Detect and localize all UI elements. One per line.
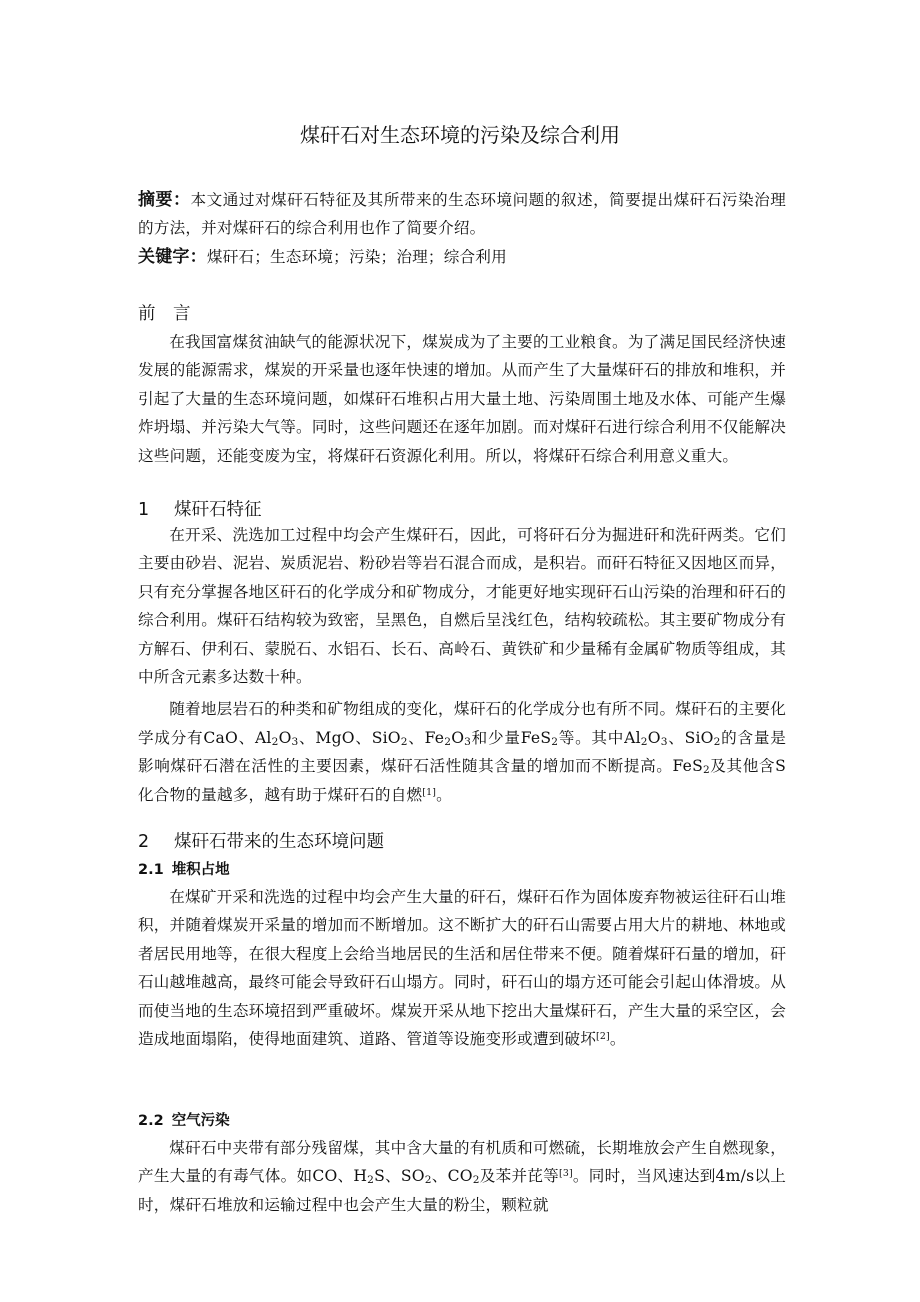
subsection-2-1-heading	[138, 858, 786, 882]
formula-fes2: FeS$_2$	[520, 728, 559, 748]
text-run: 。同时，当风速达到	[572, 1167, 716, 1186]
reference-1[interactable]: [1]	[422, 786, 437, 798]
text-run: 随着地层岩石的种类和矿物组成的变化，煤矸石的化学成分也有所不同。煤矸石的主要化学成分有	[138, 700, 786, 747]
text-run: 及苯并芘等	[479, 1167, 560, 1186]
section-2-number: 2	[138, 832, 150, 852]
keywords-paragraph	[138, 243, 786, 271]
formula-co2: $CO_2$	[447, 1167, 480, 1187]
section-1-paragraph-1: 在开采、洗选加工过程中均会产生煤矸石，因此，可将矸石分为掘进矸和洗矸两类。它们主要由砂岩、泥岩、炭质泥岩、粉砂岩等岩石混合而成，是积岩。而矸石特征又因地区而异，只有充分掌握各地区矸石的化学成分和矿物成分，才能更好地实现矸石山污染的治理和矸石的综合利用。煤矸石结构较为致密，呈黑色，自燃后呈浅红色，结构较疏松。其主要矿物成分有方解石、伊利石、蒙脱石、水铝石、长石、高岭石、黄铁矿和少量稀有金属矿物质等组成，其中所含元素多达数十种。	[138, 526, 786, 687]
section-2-title: 煤矸石带来的生态环境问题	[174, 832, 384, 852]
text-run: 、	[238, 728, 255, 747]
subsection-2-2-body	[138, 1134, 786, 1219]
text-run: 。	[436, 785, 452, 804]
paper-title: 煤矸石对生态环境的污染及综合利用	[300, 123, 620, 147]
element-s: S	[775, 757, 786, 776]
subsection-2-1-title: 堆积占地	[171, 862, 230, 878]
subsection-2-1-paragraph	[138, 883, 786, 1053]
section-1-number: 1	[138, 500, 150, 520]
formula-sio2: SiO$_2$	[684, 728, 721, 748]
reference-2[interactable]: [2]	[596, 1030, 610, 1042]
subsection-2-1-body	[138, 883, 786, 1053]
formula-al2o3: $Al_2O_3$	[624, 728, 668, 748]
formula-so2: $SO_2$	[400, 1167, 432, 1187]
formula-cao: CaO	[203, 728, 239, 747]
subsection-2-1-number: 2.1	[138, 862, 164, 878]
section-1-body	[138, 521, 786, 809]
text-run: 等。其中	[558, 728, 625, 747]
abstract-text: 本文通过对煤矸石特征及其所带来的生态环境问题的叙述，简要提出煤矸石污染治理的方法，并对煤矸石的综合利用也作了简要介绍。	[138, 191, 786, 238]
text-run: 及其他含	[709, 757, 776, 776]
formula-al2o3: $Al_2O_3$	[254, 728, 299, 748]
section-1-title: 煤矸石特征	[174, 500, 262, 520]
text-run: 、	[431, 1167, 448, 1186]
text-run: 的含量是影响煤矸石潜在活性的主要因素，煤矸石活性随其含量的增加而不断提高。	[138, 728, 787, 776]
formula-fes2: FeS$_2$	[672, 757, 710, 777]
preface-paragraph: 在我国富煤贫油缺气的能源状况下，煤炭成为了主要的工业粮食。为了满足国民经济快速发展的能源需求，煤炭的开采量也逐年快速的增加。从而产生了大量煤矸石的排放和堆积，并引起了大量的生态环境问题，如煤矸石堆积占用大量土地、污染周围土地及水体、可能产生爆炸坍塌、并污染大气等。同时，这些问题还在逐年加剧。而对煤矸石进行综合利用不仅能解决这些问题，还能变废为宝，将煤矸石资源化利用。所以，将煤矸石综合利用意义重大。	[138, 333, 786, 465]
text-run: 在煤矿开采和洗选的过程中均会产生大量的矸石，煤矸石作为固体废弃物被运往矸石山堆积，并随着煤炭开采量的增加而不断增加。这不断扩大的矸石山需要占用大片的耕地、林地或者居民用地等，在很大程度上会给当地居民的生活和居住带来不便。随着煤矸石量的增加，矸石山越堆越高，最终可能会导致矸石山塌方。同时，矸石山的塌方还可能会引起山体滑坡。从而使当地的生态环境招到严重破坏。煤炭开采从地下挖出大量煤矸石，产生大量的采空区，会造成地面塌陷，使得地面建筑、道路、管道等设施变形或遭到破坏	[138, 888, 786, 1049]
text-run: 。	[609, 1030, 626, 1049]
abstract-label: 摘要：	[138, 190, 191, 210]
subsection-2-2-paragraph	[138, 1134, 786, 1219]
text-run: 化合物的量越多，越有助于煤矸石的自燃	[138, 785, 423, 804]
section-2-heading	[138, 828, 786, 856]
formula-co: CO	[312, 1167, 338, 1186]
keywords-label: 关键字：	[138, 246, 207, 267]
subsection-2-2-title: 空气污染	[171, 1113, 230, 1129]
text-run: 煤矸石中夹带有部分残留煤，其中含大量的有机质和可燃硫，长期堆放会产生自燃现象，产生大量的有毒气体。如	[138, 1139, 786, 1186]
reference-3[interactable]: [3]	[559, 1168, 573, 1180]
keywords-text: 煤矸石；生态环境；污染；治理；综合利用	[206, 247, 507, 266]
preface-block	[138, 328, 786, 470]
subsection-2-2-number: 2.2	[138, 1113, 164, 1129]
formula-h2s: $H_2S$	[353, 1167, 385, 1187]
wind-speed-value: 4m/s	[715, 1167, 755, 1186]
section-1-paragraph-2	[138, 695, 786, 809]
formula-sio2: SiO$_2$	[371, 728, 408, 748]
subsection-2-2-heading	[138, 1109, 786, 1133]
abstract-paragraph	[138, 186, 786, 243]
text-run: 、	[385, 1167, 401, 1186]
text-run: 以上时，煤矸石堆放和运输过程中也会产生大量的粉尘，颗粒就	[138, 1167, 787, 1214]
formula-mgo: MgO	[315, 728, 355, 747]
abstract-block	[138, 186, 786, 271]
text-run: 、	[337, 1167, 354, 1186]
text-run: 和少量	[471, 728, 521, 747]
text-run: 、	[354, 728, 372, 747]
text-run: 、	[667, 728, 685, 747]
text-run: 、	[298, 728, 316, 747]
text-run: 、	[407, 728, 425, 747]
section-1-heading	[138, 496, 786, 524]
formula-fe2o3: $Fe_2O_3$	[424, 728, 472, 748]
preface-heading: 前 言	[138, 304, 191, 324]
